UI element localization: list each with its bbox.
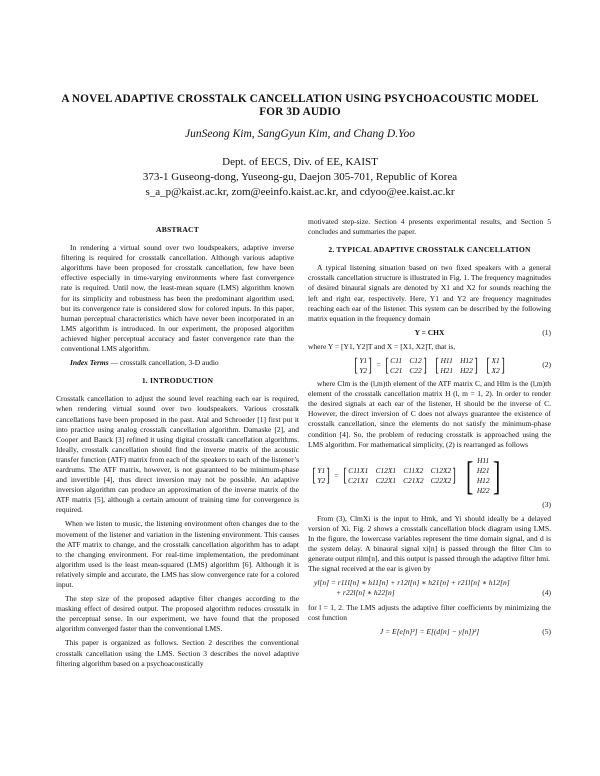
where-line: where Y = [Y1, Y2]T and X = [X1, X2]T, that is, [308, 341, 456, 351]
section-2-paragraph-1: A typical listening situation based on two fixed speakers with a general crosstalk cancellation structure is illustrated in Fig. 1. The frequency magnitudes of desired binaural signals are denoted by X1 and X2 for sounds reaching the left and right ear, respectively. Here, Y1 and Y2 are frequency magnitudes reaching each ear of the listener. This system can be described by the following matrix equation in the frequency domain [308, 263, 551, 323]
affiliation-address: 373-1 Guseong-dong, Yuseong-gu, Daejon 305-701, Republic of Korea [142, 171, 458, 183]
section-continuation: motivated step-size. Section 4 presents experimental results, and Section 5 concludes and summaries the paper. [308, 217, 551, 237]
equation-4 [308, 578, 551, 598]
matrix-cell: Y1 [317, 466, 326, 476]
matrix-cell: C22X2 [430, 476, 452, 486]
index-terms-text: — crosstalk cancellation, 3-D audio [110, 358, 219, 368]
matrix-cell: C11X2 [403, 466, 424, 476]
matrix-cell: C11X1 [348, 466, 369, 476]
matrix-cell: C11 [390, 356, 403, 366]
matrix-cell: Y1 [359, 356, 368, 366]
matrix-cell: H22 [460, 366, 473, 376]
section-2-paragraph-3: From (3), ClmXi is the input to Hmk, and Yi should ideally be a delayed version of Xi. Fig. 2 shows a crosstalk cancellation block diagram using LMS. In the figure, the lowercase variables represent the time domain signal, and d is the system delay. A binaural signal xi[n] is passed through the filter Clm to generate output rilm[n], and this output is passed through the adaptive filter hmi. [308, 513, 551, 564]
section-2-paragraph-4: The signal received at the ear is given by [308, 564, 431, 574]
abstract-heading: ABSTRACT [156, 225, 199, 234]
affiliation-emails: s_a_p@kaist.ac.kr, zom@eeinfo.kaist.ac.kr, and cdyoo@ee.kaist.ac.kr [145, 186, 455, 198]
matrix-C: [ C11 C12 C21 C22 ] [385, 355, 427, 377]
intro-paragraph-4: This paper is organized as follows. Section 2 describes the conventional crosstalk cancellation using the LMS. Section 3 describes the novel adaptive filtering algorithm based on a psychoacoustically [56, 638, 299, 668]
equation-2-number: (2) [542, 360, 551, 370]
matrix-cell: Y2 [359, 366, 368, 376]
matrix-cell: H21 [440, 366, 454, 376]
affiliation-dept: Dept. of EECS, Div. of EE, KAIST [222, 156, 378, 168]
index-terms [61, 358, 294, 368]
intro-heading: 1. INTRODUCTION [141, 376, 214, 386]
intro-paragraph-3: The step size of the proposed adaptive filter changes according to the masking effect of desired output. The proposed algorithm reduces crosstalk in the perceptual sense. In our experiment, we have found that the proposed algorithm converged faster than the conventional LMS. [56, 594, 299, 634]
equation-1-body: Y = CHX [414, 327, 445, 337]
section-2-paragraph-5: for l = 1, 2. The LMS adjusts the adaptive filter coefficients by minimizing the cost function [308, 602, 551, 622]
matrix-cell: H22 [476, 486, 490, 496]
matrix-cell: Y2 [317, 476, 326, 486]
matrix-Y-eq3: [ Y1 Y2 ] [312, 465, 331, 487]
matrix-cell: C21 [390, 366, 403, 376]
equation-1-number: (1) [542, 327, 551, 337]
abstract-body: In rendering a virtual sound over two loudspeakers, adaptive inverse filtering is required for crosstalk cancellation. Although various adaptive algorithms have been proposed for crosstalk cancellation, few have been effective especially in time-varying environments where fast convergence rate is required. Until now, the least-mean square (LMS) algorithm known for its simplicity and robustness has been the predominant algorithm used, but its convergence rate is considered slow for colored inputs. In this paper, human perceptual characteristics which have never been incorporated in an LMS algorithm is introduced. In our experiment, the proposed algorithm achieved higher perceptual accuracy and faster convergence rate than the conventional LMS algorithm. [61, 243, 294, 354]
index-terms-label: Index Terms [70, 358, 109, 368]
matrix-cell: H11 [477, 456, 490, 466]
matrix-cell: C21X2 [403, 476, 424, 486]
equation-5-number: (5) [542, 626, 551, 636]
matrix-cell: H12 [476, 476, 490, 486]
equals-sign-eq3: = [334, 470, 339, 480]
equation-5 [308, 627, 551, 637]
matrix-cell: H11 [440, 356, 453, 366]
matrix-X: [ X1 X2 ] [486, 355, 505, 377]
equation-4-number: (4) [542, 588, 551, 598]
equation-3-number: (3) [542, 499, 551, 509]
section-2-heading: 2. TYPICAL ADAPTIVE CROSSTALK CANCELLATION [328, 245, 531, 255]
matrix-Hcol: [ H11 H21 H12 H22 ] [466, 452, 500, 498]
equation-4-line-1: yl[n] = r11l[n] ∗ h11[n] + r12l[n] ∗ h21[n] + r21l[n] ∗ h12[n] [314, 578, 510, 588]
equation-3 [308, 452, 551, 498]
section-2-paragraph-2: where Clm is the (l,m)th element of the ATF matrix C, and Hlm is the (l,m)th element of the crosstalk cancellation matrix H (l, m = 1, 2). In order to render the desired signals at each ear of the listener, H should be the inverse of C. However, the direct inversion of C does not always guarantee the existence of crosstalk cancellation, since the elements do not satisfy the minimum-phase condition [4]. So, the problem of reducing crosstalk is approached using the LMS algorithm. For mathematical simplicity, (2) is rearranged as follows [308, 379, 551, 449]
authors: JunSeong Kim, SangGyun Kim, and Chang D.Yoo [185, 128, 415, 140]
equation-5-body: J = E[e[n]²] = E[(d[n] − y[n])²] [379, 626, 480, 636]
matrix-cell: C12 [409, 356, 422, 366]
equation-2 [308, 356, 551, 375]
matrix-cell: C22X1 [375, 476, 397, 486]
right-column [308, 217, 551, 641]
matrix-cell: X2 [491, 366, 500, 376]
abstract [56, 243, 299, 368]
equals-sign: = [376, 360, 381, 370]
matrix-cell: C12X1 [375, 466, 397, 476]
matrix-A: [ C11X1 C12X1 C11X2 C12X2 C21X1 C22X1 C21X2 C22X2 ] [343, 465, 457, 487]
matrix-H: [ H11 H12 H21 H22 ] [435, 355, 478, 377]
left-column [56, 221, 299, 669]
equation-1 [308, 328, 551, 338]
intro-paragraph-2: When we listen to music, the listening environment often changes due to the movement of the listener and variation in the listening environment. This causes the ATF matrix to change, and the crosstalk cancellation algorithm has to adapt to the changing environment. For real-time implementation, the predominant algorithm used is the least mean-squared (LMS) algorithm [6]. Although it is relatively simple and accurate, the LMS has slow convergence rate for a colored input. [56, 519, 299, 589]
matrix-cell: H21 [476, 466, 490, 476]
matrix-cell: C12X2 [430, 466, 452, 476]
matrix-cell: H12 [460, 356, 473, 366]
equation-4-line-2: + r22l[n] ∗ h22[n] [336, 588, 395, 598]
intro-paragraph-1: Crosstalk cancellation to adjust the sound level reaching each ear is required, when rendering virtual sound over two loudspeakers. Various crosstalk cancellations have been proposed in the past. Atal and Schroeder [1] first put it into practice using analog crosstalk cancellation algorithm. Damaske [2], and Cooper and Bauck [3] refined it using digital crosstalk cancellation algorithms. Ideally, crosstalk cancellation should find the inverse matrix of the acoustic transfer function (ATF) matrix from each of the speakers to each of the listener’s eardrums. The ATF matrix, however, is not guaranteed to be minimum-phase and invertible [4], thus direct inversion may not be possible. An adaptive inversion algorithm can produce an approximation of the inverse matrix of the ATF matrix [5], although a certain amount of training time for convergence is required. [56, 394, 299, 515]
matrix-cell: X1 [491, 356, 500, 366]
matrix-Y: [ Y1 Y2 ] [354, 355, 373, 377]
matrix-cell: C21X1 [348, 476, 369, 486]
paper-title: A NOVEL ADAPTIVE CROSSTALK CANCELLATION USING PSYCHOACOUSTIC MODEL FOR 3D AUDIO [61, 93, 539, 118]
affiliation [50, 155, 550, 200]
matrix-cell: C22 [409, 366, 422, 376]
